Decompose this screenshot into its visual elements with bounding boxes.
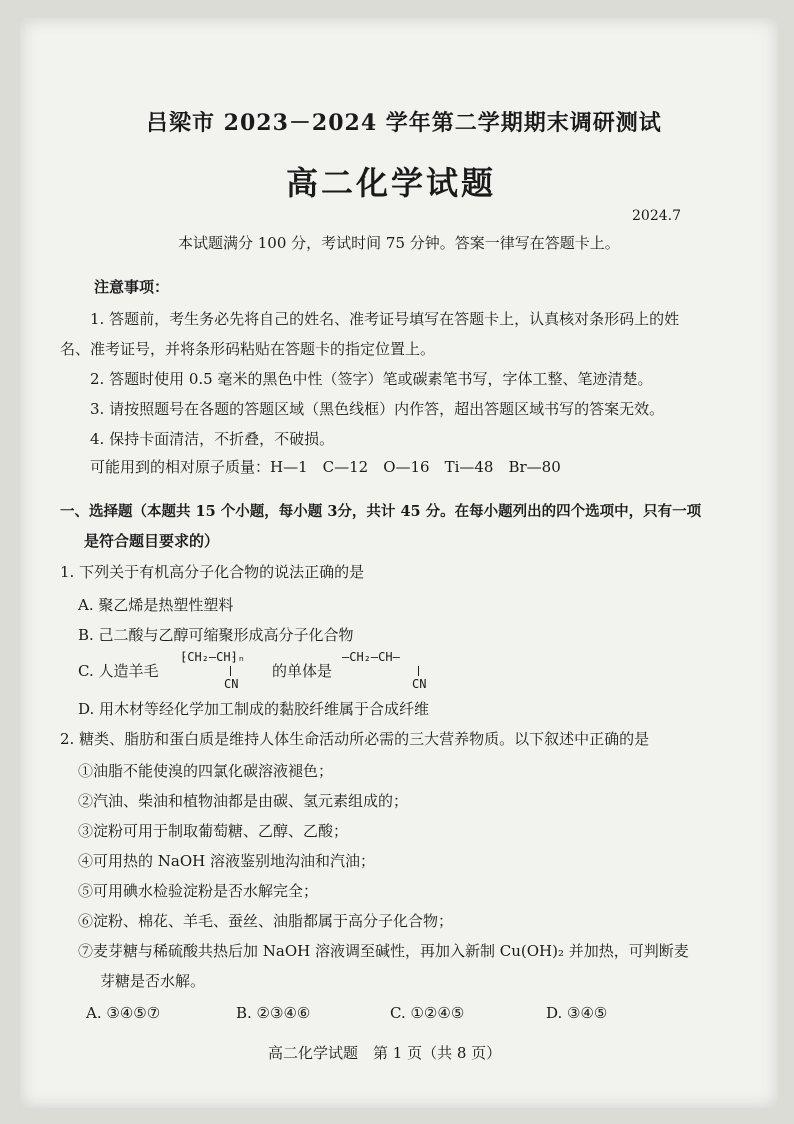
exam-subtitle: 高二化学试题 xyxy=(286,164,497,202)
q2-item-6: ⑥淀粉、棉花、羊毛、蚕丝、油脂都属于高分子化合物； xyxy=(78,912,454,930)
polymer-formula-bottom: CN xyxy=(224,677,239,691)
q2-choice-d: D. ③④⑤ xyxy=(546,1004,608,1022)
q2-choice-a: A. ③④⑤⑦ xyxy=(86,1004,161,1022)
exam-date: 2024.7 xyxy=(632,208,681,224)
note-1: 1. 答题前，考生务必先将自己的姓名、准考证号填写在答题卡上，认真核对条形码上的姓 xyxy=(90,310,680,328)
q1-option-c-mid: 的单体是 xyxy=(272,662,333,680)
note-3: 3. 请按照题号在各题的答题区域（黑色线框）内作答，超出答题区域书写的答案无效。 xyxy=(90,400,665,418)
polymer-formula-top: ⁅CH₂—CH⁆ₙ xyxy=(180,650,246,664)
q2-choice-b: B. ②③④⑥ xyxy=(236,1004,311,1022)
q2-stem: 2. 糖类、脂肪和蛋白质是维持人体生命活动所必需的三大营养物质。以下叙述中正确的是 xyxy=(60,730,650,748)
section1-heading-cont: 是符合题目要求的） xyxy=(84,532,220,550)
q2-item-3: ③淀粉可用于制取葡萄糖、乙醇、乙酸； xyxy=(78,822,349,840)
monomer-bond-line xyxy=(418,666,419,676)
section1-heading: 一、选择题（本题共 15 个小题，每小题 3分，共计 45 分。在每小题列出的四个选项中，只有一项 xyxy=(60,503,702,520)
q1-option-b: B. 己二酸与乙醇可缩聚形成高分子化合物 xyxy=(78,626,354,644)
q1-option-a: A. 聚乙烯是热塑性塑料 xyxy=(78,596,234,614)
note-2: 2. 答题时使用 0.5 毫米的黑色中性（签字）笔或碳素笔书写，字体工整、笔迹清楚。 xyxy=(90,370,653,388)
exam-intro: 本试题满分 100 分，考试时间 75 分钟。答案一律写在答题卡上。 xyxy=(178,234,620,252)
note-4: 4. 保持卡面清洁，不折叠，不破损。 xyxy=(90,430,335,448)
q2-choice-c: C. ①②④⑤ xyxy=(390,1004,465,1022)
monomer-formula xyxy=(342,650,427,691)
polymer-formula xyxy=(180,650,246,691)
monomer-formula-top: —CH₂—CH— xyxy=(342,650,400,664)
q2-item-1: ①油脂不能使溴的四氯化碳溶液褪色； xyxy=(78,762,334,780)
q2-item-7: ⑦麦芽糖与稀硫酸共热后加 NaOH 溶液调至碱性，再加入新制 Cu(OH)₂ 并加热，可判断麦 xyxy=(78,942,689,960)
atomic-masses: 可能用到的相对原子质量：H—1 C—12 O—16 Ti—48 Br—80 xyxy=(90,458,561,476)
polymer-bond-line xyxy=(230,666,231,676)
q1-option-d: D. 用木材等经化学加工制成的黏胶纤维属于合成纤维 xyxy=(78,700,430,718)
q2-item-2: ②汽油、柴油和植物油都是由碳、氢元素组成的； xyxy=(78,792,409,810)
notes-heading: 注意事项： xyxy=(94,278,170,296)
exam-page xyxy=(20,18,778,1108)
note-1-cont: 名、准考证号，并将条形码粘贴在答题卡的指定位置上。 xyxy=(60,340,436,358)
q2-item-5: ⑤可用碘水检验淀粉是否水解完全； xyxy=(78,882,319,900)
q1-stem: 1. 下列关于有机高分子化合物的说法正确的是 xyxy=(60,563,365,581)
monomer-formula-bottom: CN xyxy=(412,677,427,691)
page-footer: 高二化学试题 第 1 页（共 8 页） xyxy=(268,1044,502,1062)
q2-item-7-cont: 芽糖是否水解。 xyxy=(100,972,206,990)
exam-title: 吕梁市 2023－2024 学年第二学期期末调研测试 xyxy=(146,110,662,136)
q2-item-4: ④可用热的 NaOH 溶液鉴别地沟油和汽油； xyxy=(78,852,375,870)
q1-option-c-prefix: C. 人造羊毛 xyxy=(78,662,159,680)
